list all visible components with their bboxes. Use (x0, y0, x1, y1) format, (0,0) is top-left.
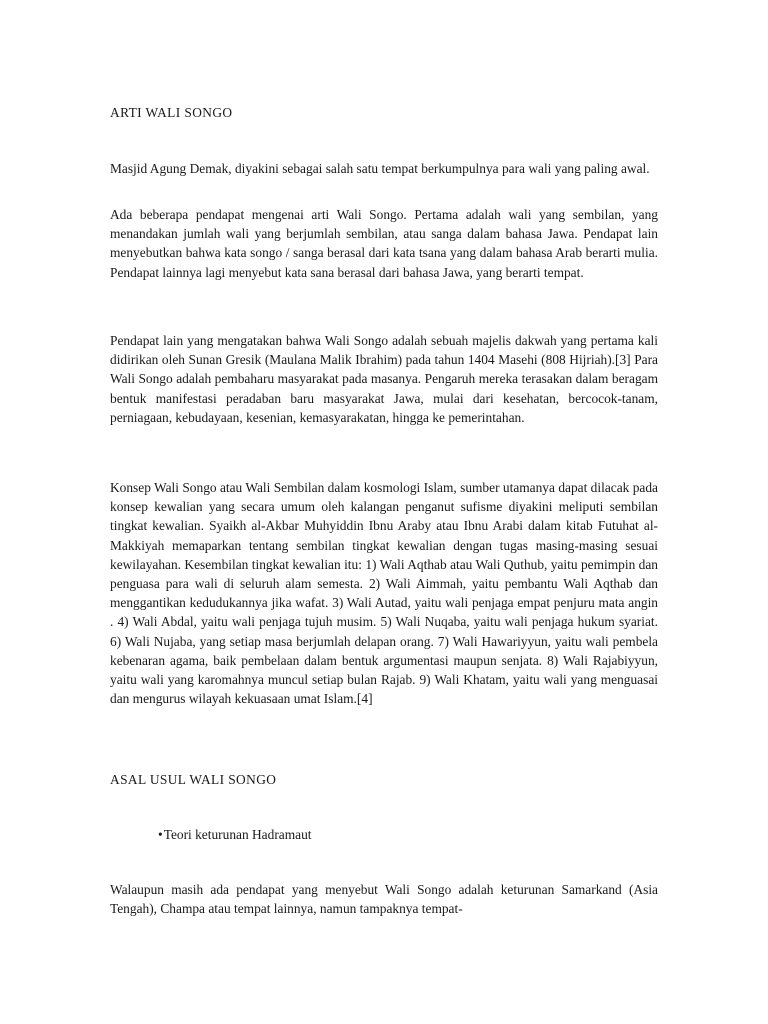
paragraph-masjid-agung-demak: Masjid Agung Demak, diyakini sebagai salah satu tempat berkumpulnya para wali yang paling awal. (110, 161, 650, 176)
bullet-text-teori-hadramaut: Teori keturunan Hadramaut (163, 827, 312, 842)
heading-asal-usul-wali-songo: ASAL USUL WALI SONGO (110, 772, 277, 787)
list-item (158, 825, 558, 844)
paragraph-arti-pendapat: Ada beberapa pendapat mengenai arti Wali Songo. Pertama adalah wali yang sembilan, yang menandakan jumlah wali yang berjumlah sembilan, atau sanga dalam bahasa Jawa. Pendapat lain menyebutkan bahwa kata songo / sanga berasal dari kata tsana yang dalam bahasa Arab berarti mulia. Pendapat lainnya lagi menyebut kata sana berasal dari bahasa Jawa, yang berarti tempat. (110, 207, 658, 280)
paragraph-konsep-kewalian: Konsep Wali Songo atau Wali Sembilan dalam kosmologi Islam, sumber utamanya dapat dilacak pada konsep kewalian yang secara umum oleh kalangan penganut sufisme diyakini meliputi sembilan tingkat kewalian. Syaikh al-Akbar Muhyiddin Ibnu Araby atau Ibnu Arabi dalam kitab Futuhat al-Makkiyah memaparkan tentang sembilan tingkat kewalian dengan tugas masing-masing sesuai kewilayahan. Kesembilan tingkat kewalian itu: 1) Wali Aqthab atau Wali Quthub, yaitu pemimpin dan penguasa para wali di seluruh alam semesta. 2) Wali Aimmah, yaitu pembantu Wali Aqthab dan menggantikan kedudukannya jika wafat. 3) Wali Autad, yaitu wali penjaga empat penjuru mata angin . 4) Wali Abdal, yaitu wali penjaga tujuh musim. 5) Wali Nuqaba, yaitu wali penjaga hukum syariat. 6) Wali Nujaba, yang setiap masa berjumlah delapan orang. 7) Wali Hawariyyun, yaitu wali pembela kebenaran agama, baik pembelaan dalam bentuk argumentasi maupun senjata. 8) Wali Rajabiyyun, yaitu wali yang karomahnya muncul setiap bulan Rajab. 9) Wali Khatam, yaitu wali yang menguasai dan mengurus wilayah kekuasaan umat Islam.[4] (110, 480, 658, 707)
heading-arti-wali-songo: ARTI WALI SONGO (110, 105, 233, 120)
paragraph-walaupun-masih: Walaupun masih ada pendapat yang menyebut Wali Songo adalah keturunan Samarkand (Asia Tengah), Champa atau tempat lainnya, namun tampaknya tempat- (110, 882, 658, 917)
paragraph-majelis-dakwah: Pendapat lain yang mengatakan bahwa Wali Songo adalah sebuah majelis dakwah yang pertama kali didirikan oleh Sunan Gresik (Maulana Malik Ibrahim) pada tahun 1404 Masehi (808 Hijriah).[3] Para Wali Songo adalah pembaharu masyarakat pada masanya. Pengaruh mereka terasakan dalam beragam bentuk manifestasi peradaban baru masyarakat Jawa, mulai dari kesehatan, bercocok-tanam, perniagaan, kebudayaan, kesenian, kemasyarakatan, hingga ke pemerintahan. (110, 333, 658, 425)
bullet-icon: • (158, 827, 163, 842)
